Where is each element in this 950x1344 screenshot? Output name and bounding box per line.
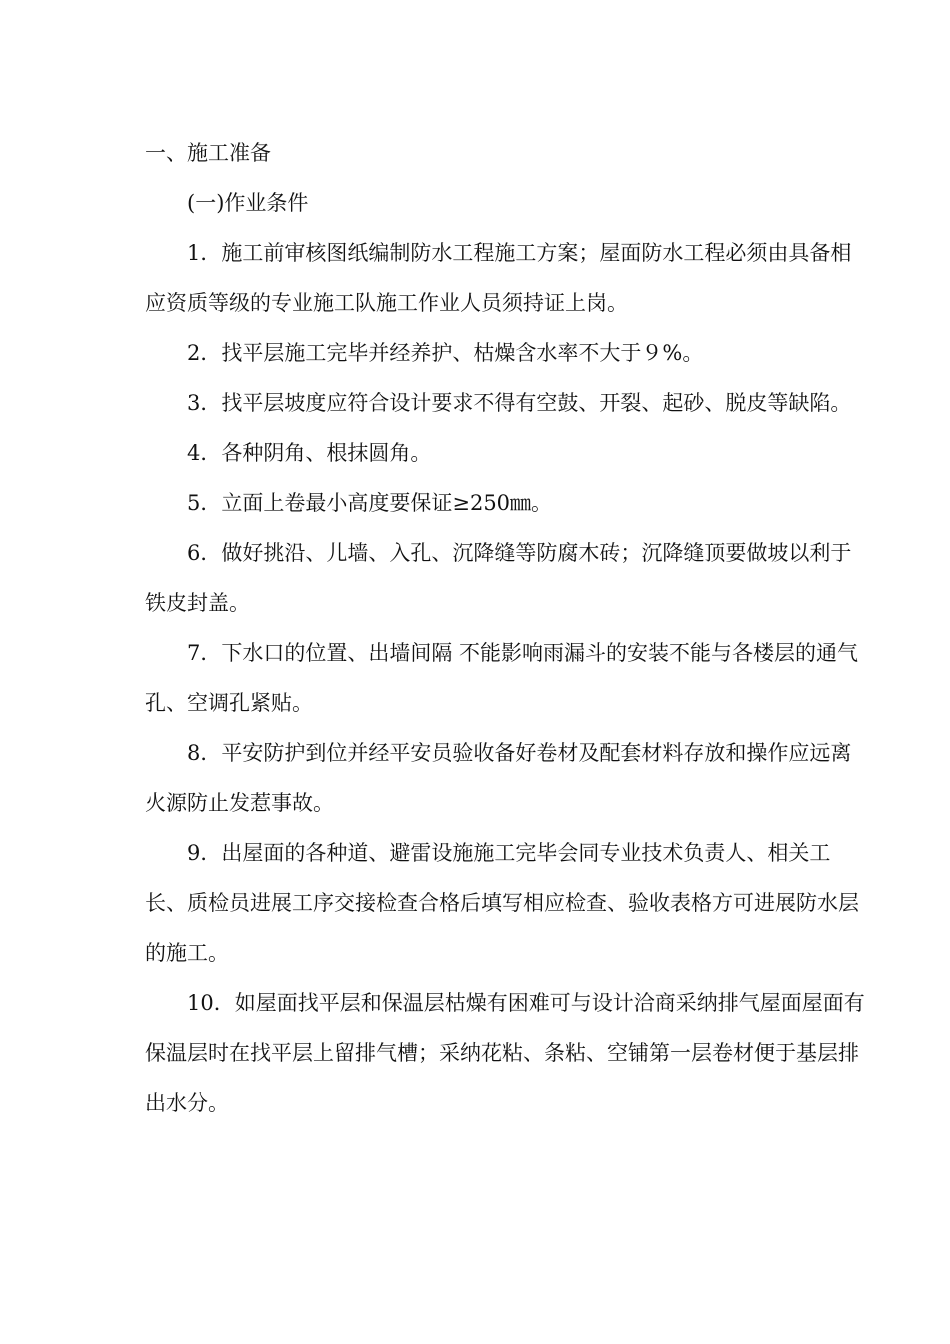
list-item: 10．如屋面找平层和保温层枯燥有困难可与设计洽商采纳排气屋面屋面有保温层时在找平层上留排气槽；采纳花粘、条粘、空铺第一层卷材便于基层排出水分。: [145, 991, 865, 1115]
section-heading: 一、施工准备: [145, 141, 271, 165]
list-item: 5．立面上卷最小高度要保证≥250㎜。: [187, 491, 553, 515]
subsection-heading: (一)作业条件: [187, 191, 309, 215]
list-item: 9．出屋面的各种道、避雷设施施工完毕会同专业技术负责人、相关工长、质检员进展工序交接检查合格后填写相应检查、验收表格方可进展防水层的施工。: [145, 841, 859, 965]
document-page: [145, 128, 865, 1128]
list-item: 4．各种阴角、根抹圆角。: [187, 441, 432, 465]
list-item: 7．下水口的位置、出墙间隔 不能影响雨漏斗的安装不能与各楼层的通气孔、空调孔紧贴。: [145, 641, 859, 715]
list-item: 3．找平层坡度应符合设计要求不得有空鼓、开裂、起砂、脱皮等缺陷。: [187, 391, 852, 415]
list-item: 2．找平层施工完毕并经养护、枯燥含水率不大于９%。: [187, 341, 704, 365]
list-item: 6．做好挑沿、儿墙、入孔、沉降缝等防腐木砖；沉降缝顶要做坡以利于铁皮封盖。: [145, 541, 852, 615]
list-item: 8．平安防护到位并经平安员验收备好卷材及配套材料存放和操作应远离火源防止发惹事故。: [145, 741, 852, 815]
list-item: 1．施工前审核图纸编制防水工程施工方案；屋面防水工程必须由具备相应资质等级的专业施工队施工作业人员须持证上岗。: [145, 241, 852, 315]
